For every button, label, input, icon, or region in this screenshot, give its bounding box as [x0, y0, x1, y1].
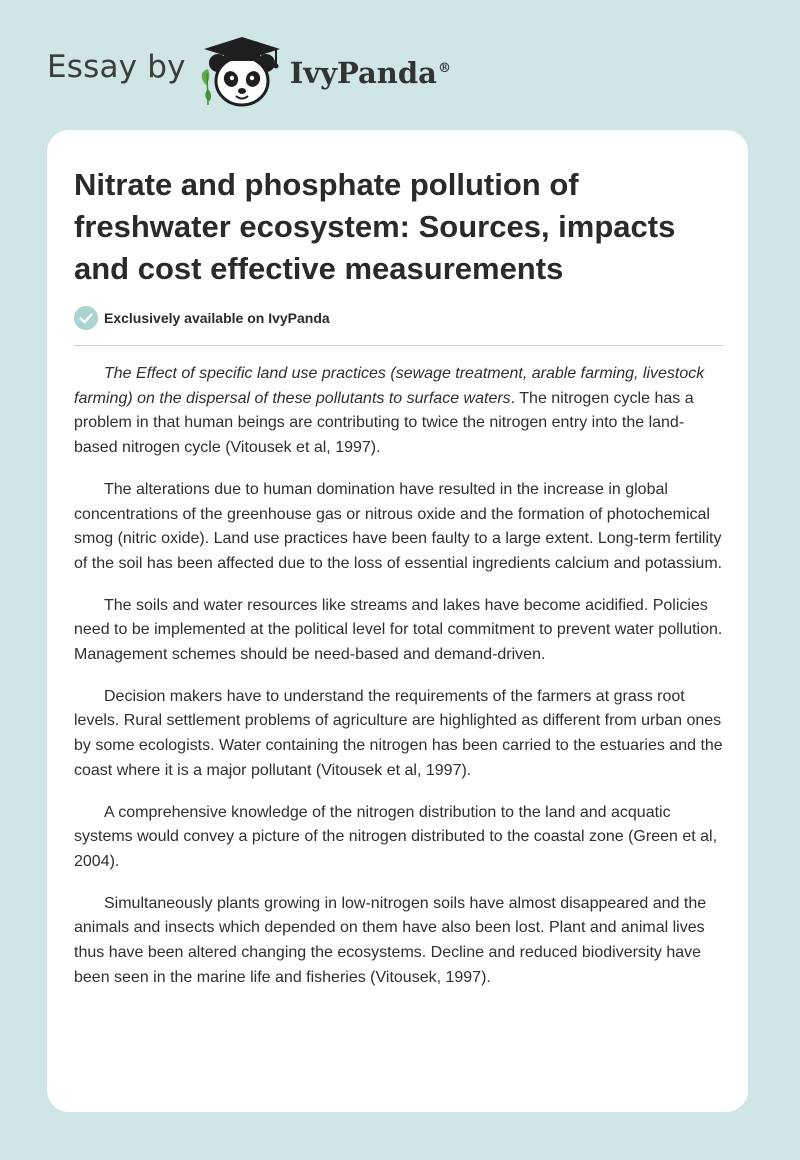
- page-title: Nitrate and phosphate pollution of freshwater ecosystem: Sources, impacts and cost effective measurements: [74, 167, 676, 286]
- paragraph-italic-lead: The Effect of specific land use practices (sewage treatment, arable farming, livestock farming) on the dispersal of these pollutants to surface waters: [74, 365, 705, 407]
- brand-name-text: IvyPanda: [289, 56, 437, 90]
- paragraph: The alterations due to human domination have resulted in the increase in global concentrations of the greenhouse gas or nitrous oxide and the formation of photochemical smog (nitric oxide). Land use practices have been faulty to a large extent. Long-term fertility of the soil has been affected due to the loss of essential ingredients calcium and potassium.: [74, 480, 723, 572]
- exclusive-badge: [74, 306, 330, 330]
- essay-body: [74, 362, 724, 1007]
- divider: [74, 345, 723, 346]
- paragraph: The soils and water resources like streams and lakes have become acidified. Policies need to be implemented at the political level for total commitment to prevent water pollution. Management schemes should be need-based and demand-driven.: [74, 596, 723, 664]
- brand-name: [290, 56, 451, 90]
- brand-header: [47, 33, 451, 109]
- paragraph-text: . The nitrogen cycle has a problem in that human beings are contributing to twice the nitrogen entry into the land-based nitrogen cycle (Vitousek et al, 1997).: [74, 389, 694, 457]
- paragraph: A comprehensive knowledge of the nitrogen distribution to the land and acquatic systems would convey a picture of the nitrogen distributed to the coastal zone (Green et al, 2004).: [74, 803, 718, 870]
- paragraph: [74, 362, 724, 461]
- brand-prefix: Essay by: [47, 49, 186, 85]
- paragraph: Decision makers have to understand the requirements of the farmers at grass root levels. Rural settlement problems of agriculture are highlighted as different from urban ones by some ecologists. Water containing the nitrogen has been carried to the estuaries and the coast where it is a major pollutant (Vitousek et al, 1997).: [74, 687, 723, 779]
- registered-mark: ®: [437, 61, 451, 77]
- essay-card: [47, 130, 748, 1112]
- check-circle-icon: [74, 306, 98, 330]
- paragraph: Simultaneously plants growing in low-nitrogen soils have almost disappeared and the animals and insects which depended on them have also been lost. Plant and animal lives thus have been altered changing the ecosystems. Decline and reduced biodiversity have been seen in the marine life and fisheries (Vitousek, 1997).: [74, 894, 707, 986]
- panda-graduate-logo-icon: [196, 33, 288, 109]
- exclusive-badge-text: Exclusively available on IvyPanda: [104, 310, 330, 326]
